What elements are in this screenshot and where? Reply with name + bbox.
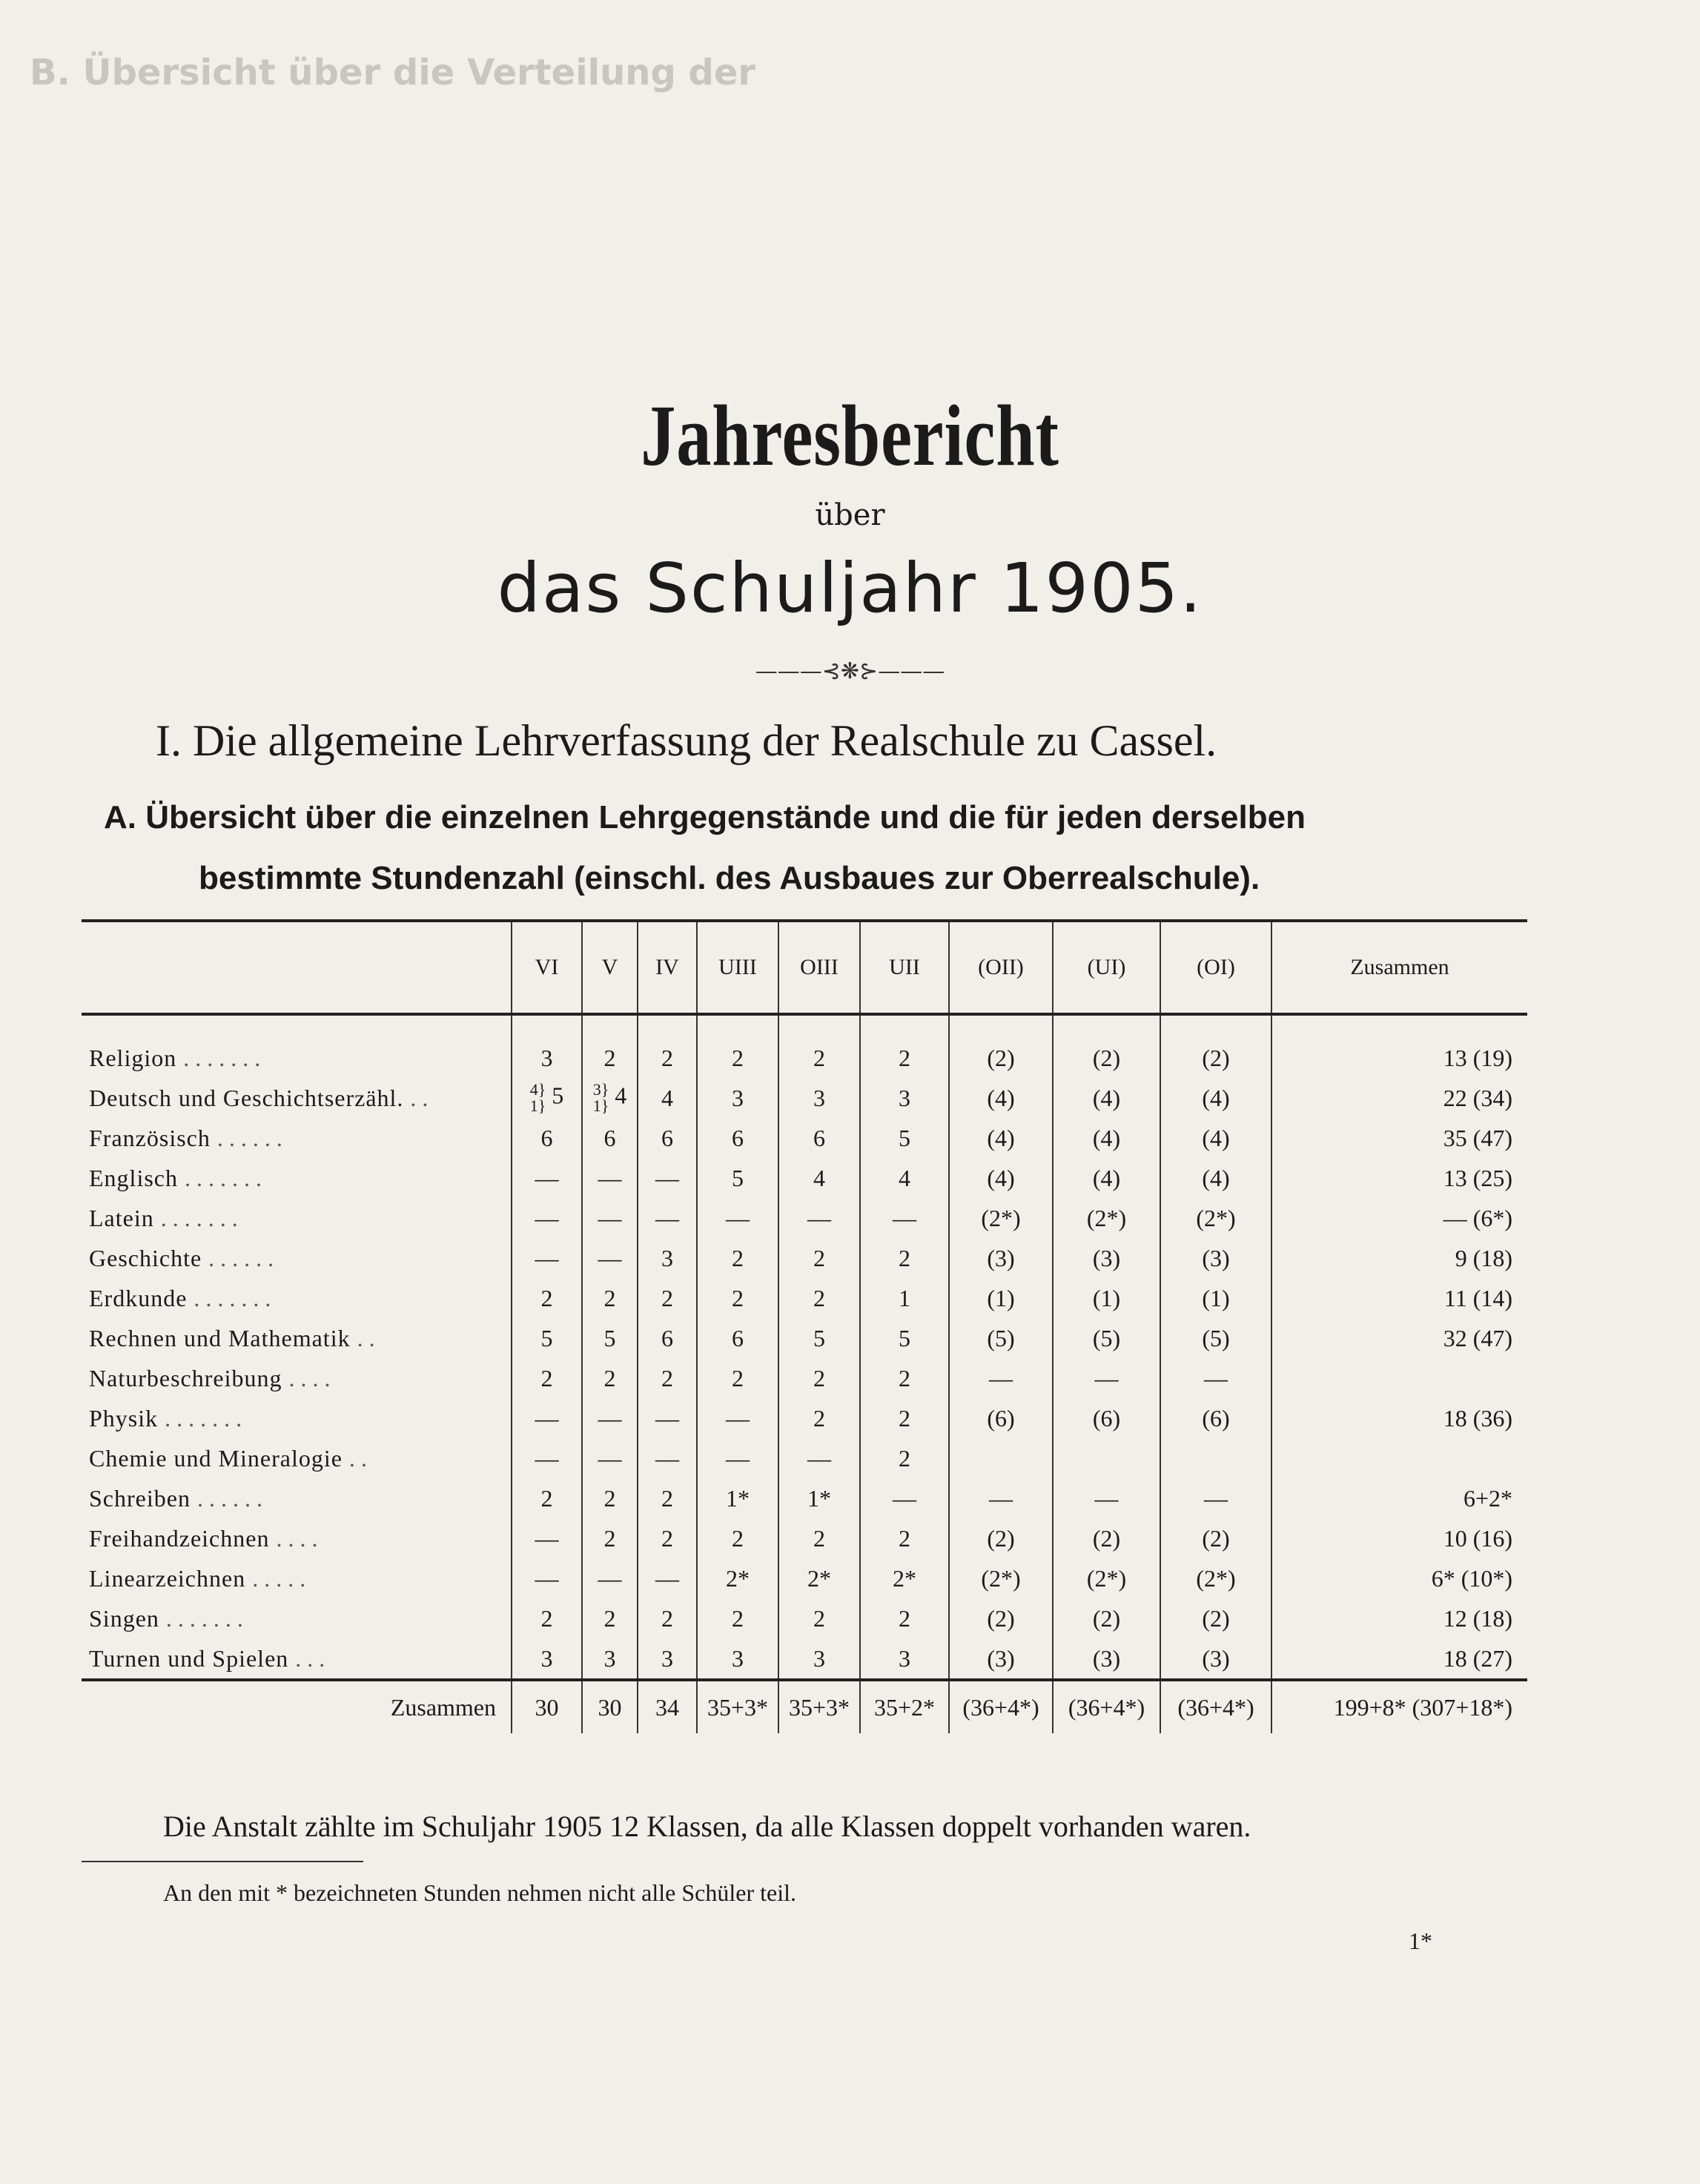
cell-col-0: 2 xyxy=(512,1478,582,1518)
table-row xyxy=(82,1198,1527,1238)
cell-col-6: (36+4*) xyxy=(949,1680,1053,1733)
cell-col-8: (2) xyxy=(1160,1598,1271,1638)
cell-col-6: (2) xyxy=(949,1518,1053,1558)
subject-label: Physik ....... xyxy=(89,1404,248,1432)
table-row xyxy=(82,1158,1527,1198)
cell-col-3: — xyxy=(697,1398,778,1438)
leader-dots: ... xyxy=(295,1644,331,1672)
leader-dots: ....... xyxy=(160,1204,244,1231)
leader-dots: ...... xyxy=(208,1244,280,1271)
leader-dots: .... xyxy=(276,1524,324,1552)
cell-col-7: (2) xyxy=(1053,1598,1160,1638)
table-row xyxy=(82,1318,1527,1358)
header-col-6: (OII) xyxy=(949,921,1053,1014)
cell-col-8: (4) xyxy=(1160,1158,1271,1198)
report-year-title: das Schuljahr 1905. xyxy=(497,549,1203,628)
cell-col-2: 3 xyxy=(638,1238,697,1278)
leader-dots: ..... xyxy=(252,1564,312,1592)
cell-col-0: — xyxy=(512,1238,582,1278)
cell-col-5: 5 xyxy=(860,1318,949,1358)
footnote-asterisk: An den mit * bezeichneten Stunden nehmen nicht alle Schüler teil. xyxy=(163,1879,796,1906)
cell-col-0: 2 xyxy=(512,1358,582,1398)
cell-col-9: 12 (18) xyxy=(1271,1598,1527,1638)
subject-label: Religion ....... xyxy=(89,1044,267,1071)
cell-col-2: 2 xyxy=(638,1014,697,1078)
cell-col-4: 3 xyxy=(778,1078,860,1118)
cell-col-1: 2 xyxy=(582,1518,638,1558)
cell-col-7: (2) xyxy=(1053,1518,1160,1558)
cell-col-8: (3) xyxy=(1160,1638,1271,1680)
cell-col-6: (2*) xyxy=(949,1558,1053,1598)
cell-col-0: 5 xyxy=(512,1318,582,1358)
cell-col-4: 2 xyxy=(778,1398,860,1438)
cell-col-7: (3) xyxy=(1053,1238,1160,1278)
cell-col-7: (1) xyxy=(1053,1278,1160,1318)
cell-col-4: 2 xyxy=(778,1598,860,1638)
cell-col-2: — xyxy=(638,1398,697,1438)
subject-label: Linearzeichnen ..... xyxy=(89,1564,312,1592)
cell-col-9: 6* (10*) xyxy=(1271,1558,1527,1598)
cell-col-0: — xyxy=(512,1158,582,1198)
cell-col-8: (4) xyxy=(1160,1118,1271,1158)
cell-col-3: 35+3* xyxy=(697,1680,778,1733)
cell-col-9: 18 (36) xyxy=(1271,1398,1527,1438)
cell-col-3: 2* xyxy=(697,1558,778,1598)
cell-col-4: 2* xyxy=(778,1558,860,1598)
cell-col-4: 2 xyxy=(778,1238,860,1278)
header-col-7: (UI) xyxy=(1053,921,1160,1014)
cell-col-2: 6 xyxy=(638,1118,697,1158)
cell-col-0: — xyxy=(512,1518,582,1558)
cell-col-4: 2 xyxy=(778,1358,860,1398)
cell-col-5: — xyxy=(860,1198,949,1238)
cell-col-5: 4 xyxy=(860,1158,949,1198)
header-subject xyxy=(82,921,512,1014)
cell-col-6: (6) xyxy=(949,1398,1053,1438)
subject-label: Latein ....... xyxy=(89,1204,244,1231)
cell-col-3: 6 xyxy=(697,1118,778,1158)
cell-col-9: 6+2* xyxy=(1271,1478,1527,1518)
bleed-through-heading: B. Übersicht über die Verteilung der xyxy=(30,52,756,93)
table-row xyxy=(82,1078,1527,1118)
cell-col-4: — xyxy=(778,1198,860,1238)
cell-col-3: 1* xyxy=(697,1478,778,1518)
cell-col-7: (5) xyxy=(1053,1318,1160,1358)
cell-col-1: 2 xyxy=(582,1598,638,1638)
subject-label: Deutsch und Geschichtserzähl. .. xyxy=(89,1084,434,1111)
cell-col-1: 5 xyxy=(582,1318,638,1358)
cell-col-5: 3 xyxy=(860,1638,949,1680)
subject-label: Turnen und Spielen ... xyxy=(89,1644,331,1672)
cell-col-9 xyxy=(1271,1358,1527,1398)
cell-col-0: 6 xyxy=(512,1118,582,1158)
cell-col-9: 13 (19) xyxy=(1271,1014,1527,1078)
cell-col-4: 2 xyxy=(778,1518,860,1558)
cell-col-2: — xyxy=(638,1198,697,1238)
cell-col-1: — xyxy=(582,1398,638,1438)
cell-col-2: — xyxy=(638,1158,697,1198)
cell-col-7: (4) xyxy=(1053,1158,1160,1198)
cell-col-8: (36+4*) xyxy=(1160,1680,1271,1733)
cell-col-5: 2* xyxy=(860,1558,949,1598)
cell-col-2: 4 xyxy=(638,1078,697,1118)
footnote-classes: Die Anstalt zählte im Schuljahr 1905 12 Klassen, da alle Klassen doppelt vorhanden waren. xyxy=(163,1810,1251,1843)
totals-row xyxy=(82,1680,1527,1733)
cell-col-5: 2 xyxy=(860,1358,949,1398)
cell-col-5: 2 xyxy=(860,1438,949,1478)
cell-col-7: (4) xyxy=(1053,1078,1160,1118)
cell-col-9: 35 (47) xyxy=(1271,1118,1527,1158)
cell-col-1: 6 xyxy=(582,1118,638,1158)
cell-col-8: (2*) xyxy=(1160,1198,1271,1238)
cell-col-9: 13 (25) xyxy=(1271,1158,1527,1198)
cell-col-2: — xyxy=(638,1438,697,1478)
cell-col-2: 2 xyxy=(638,1278,697,1318)
cell-col-8: (4) xyxy=(1160,1078,1271,1118)
header-col-0: VI xyxy=(512,921,582,1014)
cell-col-1: — xyxy=(582,1158,638,1198)
leader-dots: ....... xyxy=(183,1044,267,1071)
leader-dots: .. xyxy=(348,1444,373,1472)
cell-col-3: 2 xyxy=(697,1014,778,1078)
subject-label: Rechnen und Mathematik .. xyxy=(89,1324,381,1351)
header-col-2: IV xyxy=(638,921,697,1014)
cell-col-9: 11 (14) xyxy=(1271,1278,1527,1318)
cell-col-6: (2) xyxy=(949,1014,1053,1078)
cell-col-8: (1) xyxy=(1160,1278,1271,1318)
cell-col-6: (2) xyxy=(949,1598,1053,1638)
cell-col-0: 3 xyxy=(512,1014,582,1078)
cell-col-2: 2 xyxy=(638,1478,697,1518)
cell-col-3: — xyxy=(697,1438,778,1478)
cell-col-9: 10 (16) xyxy=(1271,1518,1527,1558)
cell-col-3: 2 xyxy=(697,1238,778,1278)
cell-col-0: — xyxy=(512,1398,582,1438)
table-row xyxy=(82,1358,1527,1398)
cell-col-7 xyxy=(1053,1438,1160,1478)
cell-col-8: (2) xyxy=(1160,1014,1271,1078)
cell-col-1: 2 xyxy=(582,1014,638,1078)
header-col-9: Zusammen xyxy=(1271,921,1527,1014)
cell-col-8: (3) xyxy=(1160,1238,1271,1278)
cell-col-8: — xyxy=(1160,1358,1271,1398)
cell-col-7: — xyxy=(1053,1358,1160,1398)
cell-col-9: 18 (27) xyxy=(1271,1638,1527,1680)
cell-col-5: — xyxy=(860,1478,949,1518)
cell-col-5: 2 xyxy=(860,1238,949,1278)
cell-col-9: — (6*) xyxy=(1271,1198,1527,1238)
cell-col-2: 34 xyxy=(638,1680,697,1733)
header-col-3: UIII xyxy=(697,921,778,1014)
cell-col-8: (6) xyxy=(1160,1398,1271,1438)
cell-col-9: 22 (34) xyxy=(1271,1078,1527,1118)
cell-col-5: 2 xyxy=(860,1598,949,1638)
cell-col-9: 9 (18) xyxy=(1271,1238,1527,1278)
subject-label: Erdkunde ....... xyxy=(89,1284,277,1311)
cell-col-1: — xyxy=(582,1198,638,1238)
cell-col-2: 3 xyxy=(638,1638,697,1680)
cell-col-1: 30 xyxy=(582,1680,638,1733)
leader-dots: .. xyxy=(410,1084,434,1111)
header-col-4: OIII xyxy=(778,921,860,1014)
cell-col-5: 2 xyxy=(860,1398,949,1438)
table-row xyxy=(82,1238,1527,1278)
section-heading: I. Die allgemeine Lehrverfassung der Realschule zu Cassel. xyxy=(156,716,1217,765)
cell-col-2: 2 xyxy=(638,1598,697,1638)
cell-col-6 xyxy=(949,1438,1053,1478)
table-row xyxy=(82,1278,1527,1318)
cell-col-9: 32 (47) xyxy=(1271,1318,1527,1358)
cell-col-3: 2 xyxy=(697,1278,778,1318)
cell-col-7: (4) xyxy=(1053,1118,1160,1158)
subject-label: Chemie und Mineralogie .. xyxy=(89,1444,373,1472)
ornament-divider: ———⊰❋⊱——— xyxy=(755,658,945,684)
cell-col-6: (4) xyxy=(949,1078,1053,1118)
subsection-heading-line1: A. Übersicht über die einzelnen Lehrgegenstände und die für jeden derselben xyxy=(104,799,1306,835)
cell-col-4: 2 xyxy=(778,1278,860,1318)
cell-col-4: 1* xyxy=(778,1478,860,1518)
cell-col-2: 2 xyxy=(638,1518,697,1558)
subject-label: Freihandzeichnen .... xyxy=(89,1524,324,1552)
cell-col-9: 199+8* (307+18*) xyxy=(1271,1680,1527,1733)
leader-dots: ....... xyxy=(165,1604,249,1632)
cell-col-6: (4) xyxy=(949,1158,1053,1198)
cell-col-1: — xyxy=(582,1558,638,1598)
cell-col-0: 2 xyxy=(512,1278,582,1318)
subject-label: Schreiben ...... xyxy=(89,1484,268,1512)
cell-col-5: 35+2* xyxy=(860,1680,949,1733)
cell-col-1: 2 xyxy=(582,1478,638,1518)
leader-dots: ...... xyxy=(196,1484,268,1512)
cell-col-0: 30 xyxy=(512,1680,582,1733)
cell-col-3: 6 xyxy=(697,1318,778,1358)
cell-col-4: 3 xyxy=(778,1638,860,1680)
cell-col-8: (2*) xyxy=(1160,1558,1271,1598)
cell-col-3: 2 xyxy=(697,1358,778,1398)
cell-col-5: 2 xyxy=(860,1518,949,1558)
cell-col-3: — xyxy=(697,1198,778,1238)
cell-col-7: (2) xyxy=(1053,1014,1160,1078)
leader-dots: ...... xyxy=(216,1124,288,1151)
totals-label: Zusammen xyxy=(82,1680,512,1733)
subsection-heading-line2: bestimmte Stundenzahl (einschl. des Ausbaues zur Oberrealschule). xyxy=(199,860,1260,896)
page-mark: 1* xyxy=(1409,1927,1432,1954)
header-col-1: V xyxy=(582,921,638,1014)
cell-col-8: — xyxy=(1160,1478,1271,1518)
cell-col-6: — xyxy=(949,1478,1053,1518)
cell-col-4: 6 xyxy=(778,1118,860,1158)
cell-col-4: — xyxy=(778,1438,860,1478)
cell-col-3: 2 xyxy=(697,1518,778,1558)
cell-col-6: — xyxy=(949,1358,1053,1398)
cell-col-6: (2*) xyxy=(949,1198,1053,1238)
split-hours: 3} 1} xyxy=(592,1080,609,1115)
leader-dots: ....... xyxy=(165,1404,248,1432)
cell-col-4: 2 xyxy=(778,1014,860,1078)
cell-col-1: — xyxy=(582,1438,638,1478)
table-row xyxy=(82,1014,1527,1078)
header-col-5: UII xyxy=(860,921,949,1014)
cell-col-4: 35+3* xyxy=(778,1680,860,1733)
table-row xyxy=(82,1518,1527,1558)
cell-col-0: 4} 1} 5 xyxy=(512,1078,582,1118)
subject-label: Geschichte ...... xyxy=(89,1244,280,1271)
cell-col-1: 2 xyxy=(582,1358,638,1398)
subject-label: Singen ....... xyxy=(89,1604,249,1632)
subject-label: Englisch ....... xyxy=(89,1164,268,1191)
leader-dots: ....... xyxy=(184,1164,268,1191)
table-row xyxy=(82,1638,1527,1680)
leader-dots: ....... xyxy=(194,1284,277,1311)
cell-col-6: (3) xyxy=(949,1638,1053,1680)
cell-col-3: 5 xyxy=(697,1158,778,1198)
cell-col-1: 2 xyxy=(582,1278,638,1318)
cell-col-5: 5 xyxy=(860,1118,949,1158)
table-row xyxy=(82,1558,1527,1598)
subject-label: Naturbeschreibung .... xyxy=(89,1364,337,1392)
cell-col-3: 3 xyxy=(697,1078,778,1118)
cell-col-0: — xyxy=(512,1198,582,1238)
split-hours: 4} 1} xyxy=(529,1080,546,1115)
cell-col-7: — xyxy=(1053,1478,1160,1518)
cell-col-2: 2 xyxy=(638,1358,697,1398)
lesson-hours-table xyxy=(82,919,1527,1733)
cell-col-6: (4) xyxy=(949,1118,1053,1158)
cell-col-1: 3} 1} 4 xyxy=(582,1078,638,1118)
header-col-8: (OI) xyxy=(1160,921,1271,1014)
cell-col-0: 2 xyxy=(512,1598,582,1638)
cell-col-7: (6) xyxy=(1053,1398,1160,1438)
table-row xyxy=(82,1598,1527,1638)
cell-col-0: — xyxy=(512,1438,582,1478)
table-header-row xyxy=(82,921,1527,1014)
cell-col-6: (5) xyxy=(949,1318,1053,1358)
cell-col-8 xyxy=(1160,1438,1271,1478)
cell-col-2: 6 xyxy=(638,1318,697,1358)
subject-label: Französisch ...... xyxy=(89,1124,288,1151)
cell-col-5: 2 xyxy=(860,1014,949,1078)
table-row xyxy=(82,1118,1527,1158)
cell-col-8: (5) xyxy=(1160,1318,1271,1358)
cell-col-0: 3 xyxy=(512,1638,582,1680)
leader-dots: .... xyxy=(288,1364,337,1392)
cell-col-9 xyxy=(1271,1438,1527,1478)
cell-col-1: — xyxy=(582,1238,638,1278)
cell-col-0: — xyxy=(512,1558,582,1598)
table-row xyxy=(82,1478,1527,1518)
cell-col-1: 3 xyxy=(582,1638,638,1680)
cell-col-3: 2 xyxy=(697,1598,778,1638)
cell-col-6: (3) xyxy=(949,1238,1053,1278)
footnote-rule xyxy=(82,1861,363,1862)
cell-col-4: 4 xyxy=(778,1158,860,1198)
cell-col-7: (2*) xyxy=(1053,1198,1160,1238)
cell-col-4: 5 xyxy=(778,1318,860,1358)
cell-col-7: (36+4*) xyxy=(1053,1680,1160,1733)
table-row xyxy=(82,1438,1527,1478)
report-title: Jahresbericht xyxy=(641,387,1059,484)
leader-dots: .. xyxy=(357,1324,381,1351)
cell-col-6: (1) xyxy=(949,1278,1053,1318)
table-row xyxy=(82,1398,1527,1438)
report-subtitle: über xyxy=(815,498,885,532)
cell-col-3: 3 xyxy=(697,1638,778,1680)
cell-col-2: — xyxy=(638,1558,697,1598)
cell-col-7: (3) xyxy=(1053,1638,1160,1680)
cell-col-5: 1 xyxy=(860,1278,949,1318)
cell-col-5: 3 xyxy=(860,1078,949,1118)
cell-col-7: (2*) xyxy=(1053,1558,1160,1598)
cell-col-8: (2) xyxy=(1160,1518,1271,1558)
